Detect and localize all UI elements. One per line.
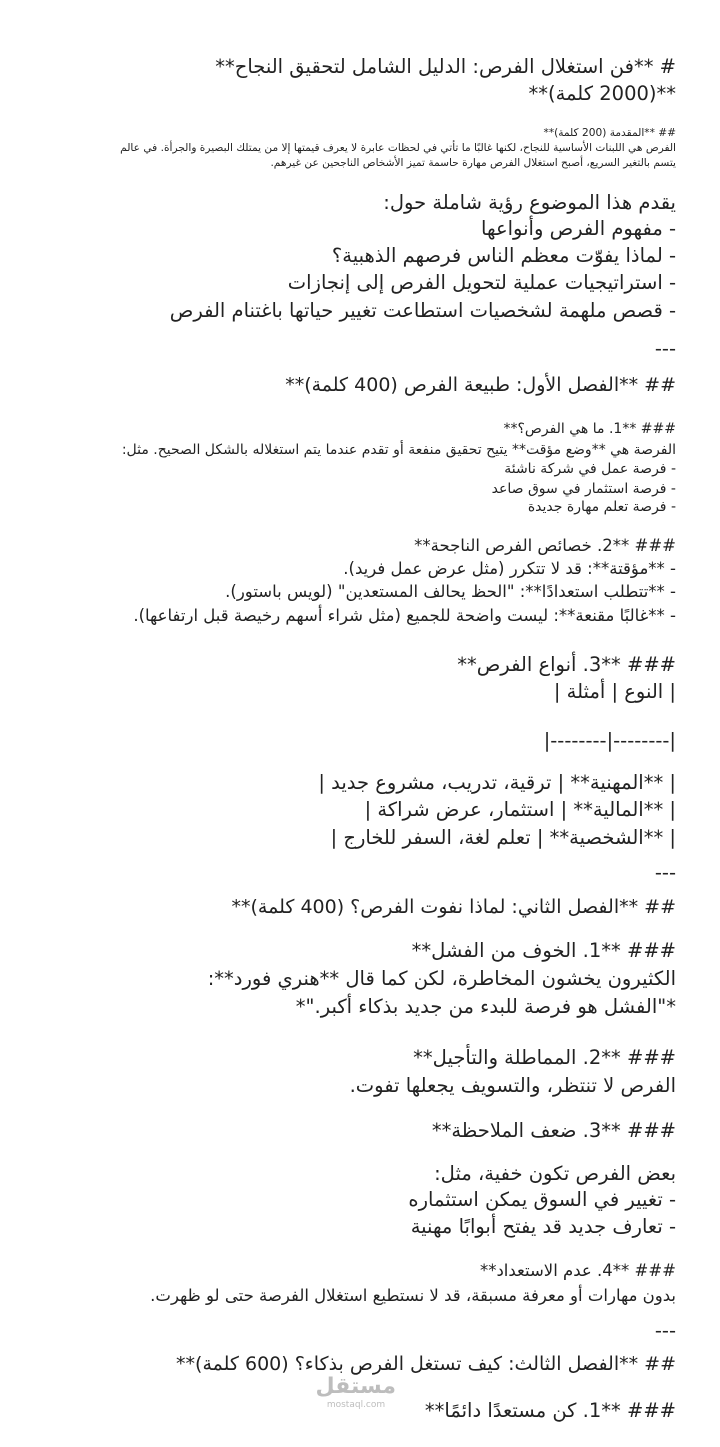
section-heading: ### **1. ما هي الفرص؟** xyxy=(503,421,676,437)
overview-item: - قصص ملهمة لشخصيات استطاعت تغيير حياتها باغتنام الفرص xyxy=(169,299,676,322)
chapter-2-heading: ## **الفصل الثاني: لماذا نفوت الفرص؟ (400 كلمة)** xyxy=(231,896,676,918)
section-heading: ### **2. المماطلة والتأجيل** xyxy=(413,1046,676,1069)
section-heading: ### **4. عدم الاستعداد** xyxy=(479,1261,676,1280)
divider: --- xyxy=(654,1319,676,1342)
section-heading: ### **2. خصائص الفرص الناجحة** xyxy=(414,536,676,555)
list-item: - **غالبًا مقنعة**: ليست واضحة للجميع (مثل شراء أسهم رخيصة قبل ارتفاعها). xyxy=(133,606,676,625)
list-item: - تغيير في السوق يمكن استثماره xyxy=(408,1188,676,1211)
watermark-arabic: مستقل xyxy=(315,1374,396,1399)
quote: *"الفشل هو فرصة للبدء من جديد بذكاء أكبر."* xyxy=(295,995,676,1018)
table-header-row: | النوع | أمثلة | xyxy=(553,680,676,703)
doc-title: # **فن استغلال الفرص: الدليل الشامل لتحقيق النجاح** xyxy=(215,55,676,78)
table-separator-row: |--------|--------| xyxy=(543,729,676,752)
list-item: - فرصة عمل في شركة ناشئة xyxy=(504,461,676,477)
section-heading: ### **3. أنواع الفرص** xyxy=(457,653,676,676)
divider: --- xyxy=(654,337,676,360)
paragraph: الفرص لا تنتظر، والتسويف يجعلها تفوت. xyxy=(349,1074,676,1097)
paragraph: بدون مهارات أو معرفة مسبقة، قد لا نستطيع استغلال الفرصة حتى لو ظهرت. xyxy=(150,1286,676,1305)
paragraph: بعض الفرص تكون خفية، مثل: xyxy=(434,1162,676,1185)
table-row: | **المهنية** | ترقية، تدريب، مشروع جديد | xyxy=(318,771,676,794)
table-row: | **المالية** | استثمار، عرض شراكة | xyxy=(364,798,676,821)
paragraph: الكثيرون يخشون المخاطرة، لكن كما قال **هنري فورد**: xyxy=(207,967,676,990)
overview-item: - مفهوم الفرص وأنواعها xyxy=(481,217,676,240)
overview-item: - لماذا يفوّت معظم الناس فرصهم الذهبية؟ xyxy=(331,244,676,267)
divider: --- xyxy=(654,861,676,884)
section-heading: ### **1. الخوف من الفشل** xyxy=(411,939,676,962)
section-heading: ### **3. ضعف الملاحظة** xyxy=(431,1119,676,1142)
intro-paragraph-line-1: الفرص هي اللبنات الأساسية للنجاح، لكنها غالبًا ما تأتي في لحظات عابرة لا يعرف قيمتها إلا من يمتلك البصيرة والجرأة. في عالم xyxy=(120,142,676,154)
table-row: | **الشخصية** | تعلم لغة، السفر للخارج | xyxy=(330,826,676,849)
overview-intro: يقدم هذا الموضوع رؤية شاملة حول: xyxy=(383,191,676,214)
list-item: - فرصة تعلم مهارة جديدة xyxy=(527,499,676,515)
list-item: - تعارف جديد قد يفتح أبوابًا مهنية xyxy=(410,1215,676,1238)
chapter-3-heading: ## **الفصل الثالث: كيف تستغل الفرص بذكاء؟ (600 كلمة)** xyxy=(176,1353,676,1375)
watermark-latin: mostaql.com xyxy=(326,1400,386,1410)
doc-title-word-count: **(2000 كلمة)** xyxy=(528,82,676,105)
list-item: - فرصة استثمار في سوق صاعد xyxy=(491,481,676,497)
section-heading: ### **1. كن مستعدًا دائمًا** xyxy=(424,1399,676,1422)
mostaql-watermark xyxy=(316,1374,396,1410)
list-item: - **تتطلب استعدادًا**: "الحظ يحالف المستعدين" (لويس باستور). xyxy=(225,582,676,601)
intro-heading: ## **المقدمة (200 كلمة)** xyxy=(543,127,676,139)
overview-item: - استراتيجيات عملية لتحويل الفرص إلى إنجازات xyxy=(287,271,676,294)
list-item: - **مؤقتة**: قد لا تتكرر (مثل عرض عمل فريد). xyxy=(343,559,676,578)
chapter-1-heading: ## **الفصل الأول: طبيعة الفرص (400 كلمة)** xyxy=(285,374,676,396)
intro-paragraph-line-2: يتسم بالتغير السريع، أصبح استغلال الفرص مهارة حاسمة تميز الأشخاص الناجحين عن غيرهم. xyxy=(270,157,676,169)
paragraph: الفرصة هي **وضع مؤقت** يتيح تحقيق منفعة أو تقدم عندما يتم استغلاله بالشكل الصحيح. مثل: xyxy=(121,442,676,458)
